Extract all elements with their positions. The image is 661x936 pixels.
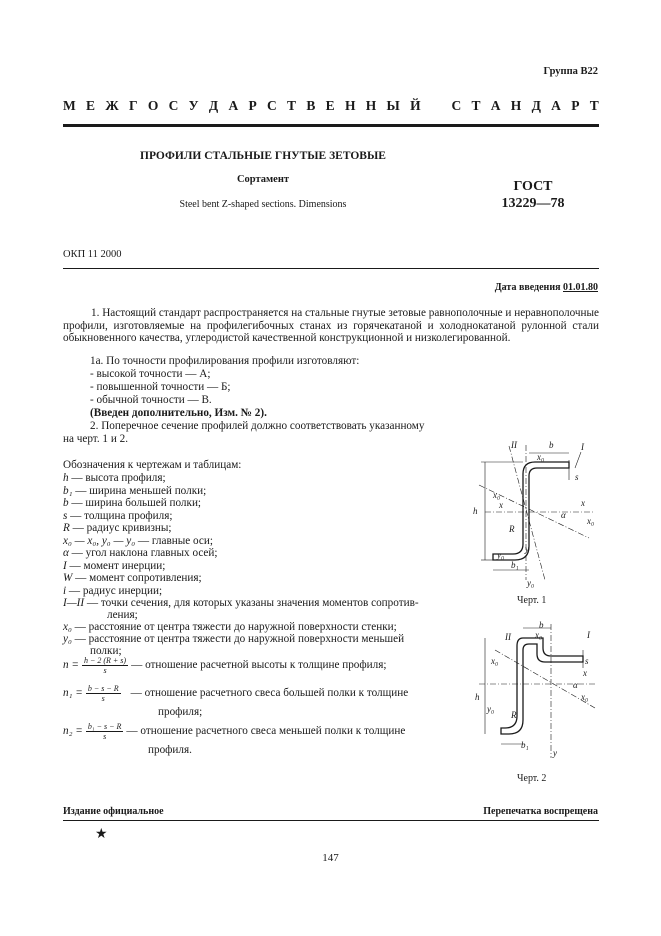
date-value: 01.01.80 xyxy=(563,282,598,293)
banner-letter: Д xyxy=(208,98,219,113)
gost-number: 13229—78 xyxy=(501,196,565,211)
svg-text:α: α xyxy=(561,510,566,520)
svg-text:x₀: x₀ xyxy=(587,516,595,526)
svg-text:I: I xyxy=(587,630,590,640)
z-profile-drawing-1 xyxy=(465,440,605,590)
symbol-term: s xyxy=(63,509,68,522)
accuracy-c: - обычной точности — В. xyxy=(90,394,212,406)
banner-letter: Т xyxy=(287,98,297,113)
svg-text:b₁: b₁ xyxy=(521,740,529,750)
paragraph-1: 1. Настоящий стандарт распространяется на стальные гнутые зетовые равнополочные и неравнополочные профили, изготовляемые на профилегибочных станах из горячекатаной и холоднокатаной рулонной стали обыкновенного качества, углеродистой качественной конструкционной и низколегированной. xyxy=(63,307,599,344)
svg-text:II: II xyxy=(511,440,517,450)
svg-text:x: x xyxy=(499,500,503,510)
star-icon: ★ xyxy=(95,827,108,842)
svg-text:h: h xyxy=(473,506,478,516)
banner-letter: А xyxy=(490,98,501,113)
formula-n2-cont: профиля. xyxy=(148,744,192,756)
banner-letter: Ы xyxy=(386,98,400,113)
banner-letter: А xyxy=(228,98,239,113)
svg-text:y₀: y₀ xyxy=(487,704,495,714)
date-label: Дата введения xyxy=(494,282,561,293)
banner-letter: В xyxy=(306,98,316,113)
symbol-definition: — момент инерции; xyxy=(66,559,166,572)
formula-n2: n₂ = $\frac{\text{b₁ − s − R}}{s}$ — отношение расчетного свеса меньшей полки к толщине xyxy=(63,722,406,741)
document-title: ПРОФИЛИ СТАЛЬНЫЕ ГНУТЫЕ ЗЕТОВЫЕ xyxy=(140,150,386,162)
amendment-note: (Введен дополнительно, Изм. № 2). xyxy=(90,407,267,419)
gost-label: ГОСТ xyxy=(513,179,553,194)
svg-text:x₀: x₀ xyxy=(535,630,543,640)
symbol-row xyxy=(63,497,217,510)
svg-text:x₀: x₀ xyxy=(491,656,499,666)
symbols-list xyxy=(63,472,217,597)
symbol-row xyxy=(63,522,217,535)
symbol-y0-cont: полки; xyxy=(90,645,122,657)
symbol-definition: — радиус инерции; xyxy=(66,584,163,597)
figure-2-caption: Черт. 2 xyxy=(517,773,547,784)
symbol-I-II: I—II — точки сечения, для которых указаны значения моментов сопротив- xyxy=(63,597,419,609)
svg-text:x₀: x₀ xyxy=(581,692,589,702)
banner-letter: Т xyxy=(471,98,481,113)
symbol-definition: — радиус кривизны; xyxy=(69,522,172,534)
symbols-heading: Обозначения к чертежам и таблицам: xyxy=(63,459,242,471)
banner-letter: С xyxy=(168,98,179,113)
svg-text:x: x xyxy=(583,668,587,678)
z-profile-drawing-2 xyxy=(465,620,605,765)
banner-letter: Т xyxy=(589,98,599,113)
symbol-row xyxy=(63,560,217,573)
symbol-definition: — ширина большей полки; xyxy=(68,497,202,509)
document-subtitle: Сортамент xyxy=(236,174,290,185)
symbol-term: i xyxy=(63,584,67,597)
banner-letter: Ж xyxy=(105,98,119,113)
svg-text:I: I xyxy=(581,442,584,452)
english-title: Steel bent Z-shaped sections. Dimensions xyxy=(179,199,347,210)
formula-n1-cont: профиля; xyxy=(158,706,203,718)
symbol-definition: — толщина профиля; xyxy=(67,509,173,522)
accuracy-a: - высокой точности — А; xyxy=(90,368,211,380)
svg-text:x₀: x₀ xyxy=(537,452,545,462)
svg-text:x₀: x₀ xyxy=(493,490,501,500)
accuracy-b: - повышенной точности — Б; xyxy=(90,381,231,393)
svg-text:R: R xyxy=(509,524,515,534)
paragraph-2: 2. Поперечное сечение профилей должно соответствовать указанному xyxy=(90,420,425,432)
paragraph-1a: 1а. По точности профилирования профили изготовляют: xyxy=(90,355,360,367)
banner-letter: Р xyxy=(571,98,580,113)
footer-rule xyxy=(63,820,599,821)
symbol-row xyxy=(63,535,217,548)
banner-letter: Г xyxy=(128,98,138,113)
standard-banner xyxy=(63,98,599,114)
symbol-definition: — момент сопротивления; xyxy=(72,572,202,584)
svg-text:y: y xyxy=(525,544,529,554)
banner-letter: С xyxy=(451,98,462,113)
official-edition-label: Издание официальное xyxy=(63,806,164,817)
group-code: Группа В22 xyxy=(543,66,598,77)
svg-text:h: h xyxy=(475,692,480,702)
svg-text:II: II xyxy=(505,632,511,642)
symbol-definition: — угол наклона главных осей; xyxy=(68,547,218,559)
symbol-term: x₀ — x₀, y₀ — y₀ xyxy=(63,534,136,547)
svg-text:y: y xyxy=(553,748,557,758)
svg-text:s: s xyxy=(575,472,579,482)
page-number: 147 xyxy=(322,852,339,864)
symbol-x0: x₀ — расстояние от центра тяжести до наружной поверхности стенки; xyxy=(63,621,397,633)
banner-letter: У xyxy=(188,98,199,113)
symbol-term: I xyxy=(63,559,67,572)
symbol-row xyxy=(63,572,217,585)
paragraph-2-cont: на черт. 1 и 2. xyxy=(63,433,128,445)
banner-letter: С xyxy=(267,98,277,113)
symbol-row xyxy=(63,547,217,560)
okp-code: ОКП 11 2000 xyxy=(63,249,122,260)
banner-letter: Н xyxy=(365,98,377,113)
svg-text:b: b xyxy=(549,440,554,450)
symbol-term: W xyxy=(63,572,73,584)
banner-letter: Н xyxy=(344,98,356,113)
banner-letter: Н xyxy=(510,98,522,113)
svg-text:R: R xyxy=(511,710,517,720)
symbol-row xyxy=(63,585,217,598)
symbol-row xyxy=(63,472,217,485)
svg-text:y₀: y₀ xyxy=(497,550,505,560)
okp-rule xyxy=(63,268,599,269)
symbol-term: h xyxy=(63,472,69,484)
figure-1-caption: Черт. 1 xyxy=(517,595,547,606)
svg-text:s: s xyxy=(585,656,589,666)
effective-date xyxy=(495,282,598,293)
svg-text:y₀: y₀ xyxy=(527,578,535,588)
symbol-term: b xyxy=(63,497,69,509)
symbol-row xyxy=(63,510,217,523)
svg-text:b: b xyxy=(539,620,544,630)
banner-letter: Е xyxy=(325,98,335,113)
symbol-definition: — главные оси; xyxy=(135,534,213,547)
svg-text:α: α xyxy=(573,680,578,690)
banner-letter: М xyxy=(63,98,76,113)
formula-n1: n₁ = $\frac{b - s - R}{s}$ — отношение расчетного свеса большей полки к толщине xyxy=(63,684,409,703)
reprint-prohibited-label: Перепечатка воспрещена xyxy=(483,806,598,817)
formula-n: n = $\frac{h - 2 (R + s)}{s}$ — отношение расчетной высоты к толщине профиля; xyxy=(63,656,387,675)
header-rule xyxy=(63,124,599,127)
banner-letter: О xyxy=(147,98,159,113)
symbol-term: b₁ xyxy=(63,484,73,497)
symbol-definition: — высота профиля; xyxy=(68,472,166,484)
banner-letter: Й xyxy=(410,98,421,113)
symbol-definition: — ширина меньшей полки; xyxy=(72,484,207,497)
banner-letter: Р xyxy=(248,98,257,113)
banner-letter: Е xyxy=(86,98,96,113)
symbol-term: R xyxy=(63,522,70,534)
gost-block xyxy=(483,178,583,212)
symbol-row xyxy=(63,485,217,498)
banner-letter: А xyxy=(551,98,561,113)
svg-text:x: x xyxy=(581,498,585,508)
symbol-term: α xyxy=(63,547,69,559)
banner-letter: Д xyxy=(531,98,541,113)
svg-text:b₁: b₁ xyxy=(511,560,519,570)
symbol-y0: y₀ — расстояние от центра тяжести до наружной поверхности меньшей xyxy=(63,633,405,645)
symbol-I-II-cont: ления; xyxy=(107,609,138,621)
